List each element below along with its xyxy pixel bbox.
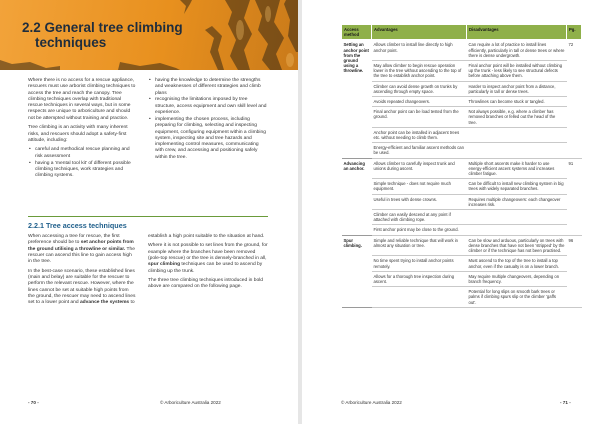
header-access-method: Access method	[342, 25, 372, 40]
cell-advantage: Simple and reliable technique that will work in almost any situation or tree.	[372, 235, 467, 256]
title-line-1: 2.2 General tree climbing	[22, 20, 183, 35]
bold-term: set anchor points from the ground utilising a throwline or similar.	[28, 240, 134, 252]
cell-disadvantage: May require multiple changeovers, depending on branch frequency.	[467, 271, 567, 286]
cell-disadvantage: Can be slow and arduous, particularly on trees with dense branches that have not been ‘stripped’ by the climber or if the technique has not been practised.	[467, 235, 567, 256]
left-page	[0, 0, 298, 424]
section-title	[22, 20, 212, 50]
table-row	[342, 158, 582, 179]
table-row	[342, 81, 582, 96]
list-item: • having a ‘mental tool kit’ of different possible climbing techniques, work strategies and climbing systems.	[28, 161, 136, 180]
right-page	[302, 0, 600, 424]
cell-advantage: No time spent trying to install anchor points remotely.	[372, 256, 467, 271]
header-page: Pg.	[567, 25, 582, 40]
cell-advantage: Climber can easily descend at any point if attached with climbing rope.	[372, 210, 467, 225]
table-body	[342, 40, 582, 307]
cell-disadvantage: Potential for long slips on smooth bark trees or palms if climbing spurs slip or the climber ‘gaffs out’.	[467, 287, 567, 308]
safety-paragraph: Tree climbing is an activity with many inherent risks, and rescuers should adopt a safety-first attitude, including:	[28, 125, 128, 143]
copyright: © Arboriculture Australia 2022	[160, 400, 221, 405]
safety-list	[28, 147, 136, 179]
cell-advantage: Allows climber to install line directly to high anchor point.	[372, 40, 467, 61]
cell-disadvantage: Can be difficult to install new climbing system in big trees with widely separated branches.	[467, 179, 567, 194]
cell-advantage: Climber can avoid dense growth on trunks by ascending through empty space.	[372, 81, 467, 96]
cell-advantage: Energy-efficient and familiar ascent methods can be used.	[372, 143, 467, 158]
cell-disadvantage	[467, 143, 567, 158]
list-item: • having the knowledge to determine the strengths and weaknesses of different strategies and climb plans	[148, 78, 268, 97]
intro-paragraph: Where there is no access for a rescue appliance, rescuers must use arborist climbing techniques to access the tree and reach the canopy. Tree climbing techniques overlap with traditional rescue techniques in several ways, but in some respects are unique to arboriculture and should not be attempted without training and practice.	[28, 78, 136, 121]
header-disadvantages: Disadvantages	[467, 25, 567, 40]
copyright: © Arboriculture Australia 2022	[341, 400, 402, 405]
cell-page-ref: 91	[567, 158, 582, 235]
table-row	[342, 271, 582, 286]
cell-access-method: Advancing an anchor.	[342, 158, 372, 235]
cell-advantage: Final anchor point can be load tested from the ground.	[372, 107, 467, 128]
table-row	[342, 256, 582, 271]
subsection-heading: 2.2.1 Tree access techniques	[28, 221, 127, 230]
intro-column-1	[28, 78, 136, 183]
access-paragraph-1	[28, 234, 136, 265]
page-number: - 71 -	[560, 400, 571, 405]
cell-disadvantage	[467, 127, 567, 142]
list-item: • careful and methodical rescue planning and risk assessment	[28, 147, 136, 160]
list-item: • recognising the limitations imposed by tree structure, access equipment and own skill level and experience.	[148, 97, 268, 116]
text-run: to	[129, 300, 135, 306]
table-row	[342, 107, 582, 128]
cell-advantage	[372, 287, 467, 308]
cell-advantage: May allow climber to begin rescue operation lower in the tree without ascending to the top of the tree to establish anchor point.	[372, 61, 467, 82]
table-header-row	[342, 25, 582, 40]
cell-advantage: Allows for a thorough tree inspection during ascent.	[372, 271, 467, 286]
cell-disadvantage: Can require a lot of practice to install lines efficiently, particularly in tall or dense trees or where there is dense undergrowth.	[467, 40, 567, 61]
table-row	[342, 179, 582, 194]
cell-disadvantage: Requires multiple changeovers: each changeover increases risk.	[467, 194, 567, 209]
table-row	[342, 143, 582, 158]
header-advantages: Advantages	[372, 25, 467, 40]
access-paragraph-3: establish a high point suitable to the situation at hand.	[148, 234, 265, 239]
access-paragraph-2	[28, 269, 136, 307]
text-run: Where it is not possible to set lines from the ground, for example where the branches have been removed (pole-top rescue) or the tree is densely-branched in all,	[148, 243, 268, 262]
table-row	[342, 210, 582, 225]
table-row	[342, 235, 582, 256]
cell-page-ref: 96	[567, 235, 582, 307]
cell-page-ref: 72	[567, 40, 582, 158]
cell-advantage: Anchor point can be installed in adjacent trees etc. without needing to climb them.	[372, 127, 467, 142]
cell-access-method: Setting an anchor point from the ground using a throwline.	[342, 40, 372, 158]
access-paragraph-4	[148, 243, 268, 274]
cell-disadvantage: Throwlines can become stuck or tangled.	[467, 97, 567, 107]
list-item: • implementing the chosen process, including preparing for climbing, selecting and inspecting equipment, configuring equipment within a climbing system, inspecting site and tree hazards and implementing control measures, communicating with crew, and accessing and positioning safely within the tree.	[148, 117, 268, 161]
cell-disadvantage: Multiple short ascents make it harder to use energy-efficient ascent systems and increases climber fatigue.	[467, 158, 567, 179]
comparison-table	[341, 24, 582, 308]
cell-advantage: Simple technique - does not require much equipment.	[372, 179, 467, 194]
text-run: When accessing a tree for rescue, the first preference should be to	[28, 234, 120, 246]
cell-disadvantage: Harder to inspect anchor point from a distance, particularly in tall or dense trees.	[467, 81, 567, 96]
cell-advantage: First anchor point may be close to the ground.	[372, 225, 467, 235]
bold-term: spur climbing	[148, 262, 181, 268]
table-row	[342, 287, 582, 308]
access-column-1	[28, 234, 136, 310]
section-divider	[28, 216, 268, 217]
access-paragraph-5: The three tree climbing techniques introduced in bold above are compared on the following page.	[148, 278, 263, 290]
cell-advantage: Avoids repeated changeovers.	[372, 97, 467, 107]
table-row	[342, 194, 582, 209]
table-row	[342, 225, 582, 235]
cell-disadvantage: Final anchor point will be installed without climbing up the trunk - less likely to see structural defects before attaching above them.	[467, 61, 567, 82]
table-row	[342, 97, 582, 107]
text-run: In the best-case scenario, these established lines (main and belay) are suitable for the rescuer to perform the relevant rescue. However, where the lines cannot be set at suitable high points from the ground, the rescuer may need to ascend lines set to a lower point and	[28, 268, 136, 306]
cell-disadvantage: Must ascend to the top of the tree to install a top anchor, even if the casualty is on a lower branch.	[467, 256, 567, 271]
bold-term: advance the systems	[79, 300, 130, 306]
title-line-2: techniques	[35, 35, 107, 50]
cell-advantage: Useful in trees with dense crowns.	[372, 194, 467, 209]
cell-advantage: Allows climber to carefully inspect trunk and unions during ascent.	[372, 158, 467, 179]
text-run: The rescuer can ascend this line to gain access high in the tree.	[28, 246, 135, 265]
table-row	[342, 40, 582, 61]
cell-access-method: Spur climbing.	[342, 235, 372, 307]
table-row	[342, 127, 582, 142]
title-banner	[0, 0, 298, 70]
cell-disadvantage	[467, 225, 567, 235]
page-number: - 70 -	[28, 400, 39, 405]
cell-disadvantage: Not always possible, e.g. where a climber has removed branches or felled out the head of the tree.	[467, 107, 567, 128]
cell-disadvantage	[467, 210, 567, 225]
access-column-2	[148, 234, 268, 294]
safety-list-continued	[148, 78, 268, 161]
text-run: techniques can be used to ascend by climbing up the trunk.	[148, 262, 263, 274]
intro-column-2	[148, 78, 268, 164]
table-row	[342, 61, 582, 82]
